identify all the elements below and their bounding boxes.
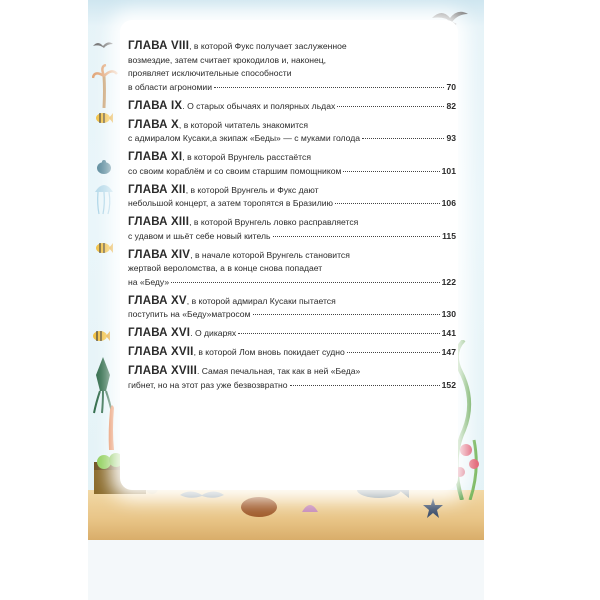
page-number: 101 — [441, 165, 456, 176]
toc-entry-line: в которой Лом вновь покидает судно — [198, 347, 345, 357]
toc-entry[interactable] — [128, 184, 456, 211]
toc-entry[interactable] — [128, 365, 456, 392]
jellyfish-icon — [93, 180, 115, 216]
toc-entry-text — [128, 165, 341, 179]
toc-entry[interactable] — [128, 151, 456, 178]
toc-entry-line: в которой Фукс получает заслуженное — [193, 41, 347, 51]
toc-entry-line: проявляет исключительные способности — [128, 68, 292, 78]
toc-entry[interactable] — [128, 346, 456, 360]
chapter-heading: ГЛАВА XVI — [128, 327, 191, 339]
dot-leader — [290, 385, 440, 386]
rock-icon — [240, 496, 278, 518]
heading-separator: , — [193, 347, 199, 357]
heading-separator: , — [190, 249, 195, 260]
heading-separator: , — [189, 217, 194, 227]
chapter-heading: ГЛАВА VIII — [128, 40, 190, 52]
toc-entry-line: небольшой концерт, а затем торопятся в Бразилию — [128, 198, 333, 208]
toc-entry[interactable] — [128, 119, 456, 146]
heading-separator: , — [189, 41, 194, 51]
chapter-heading: ГЛАВА XIV — [128, 248, 191, 261]
page-number: 93 — [446, 133, 456, 143]
toc-entry-text — [128, 346, 345, 360]
toc-entry-text — [128, 81, 212, 95]
table-of-contents — [128, 40, 456, 398]
page-number: 152 — [441, 379, 456, 390]
stingray-icon — [180, 488, 224, 502]
toc-entry-line: жертвой вероломства, а в конце снова попадает — [128, 263, 323, 273]
chapter-heading: ГЛАВА X — [128, 118, 179, 131]
toc-entry[interactable] — [128, 295, 456, 322]
toc-entry[interactable] — [128, 100, 456, 114]
chapter-heading: ГЛАВА XI — [128, 151, 183, 163]
dot-leader — [347, 352, 440, 353]
toc-entry[interactable] — [128, 249, 456, 290]
toc-entry-line: в начале которой Врунгель становится — [194, 249, 350, 260]
chapter-heading: ГЛАВА XII — [128, 183, 186, 196]
toc-entry-text — [128, 100, 335, 114]
page-bottom-margin — [88, 540, 484, 600]
toc-entry-line: в которой Врунгель расстаётся — [187, 152, 311, 162]
toc-entry-line: поступить на «Беду»матросом — [128, 309, 251, 319]
starfish-icon — [422, 498, 444, 518]
heading-separator: . — [190, 328, 195, 338]
chapter-heading: ГЛАВА XVIII — [128, 365, 197, 377]
heading-separator: , — [186, 295, 192, 306]
toc-entry-line: гибнет, но на этот раз уже безвозвратно — [128, 379, 288, 390]
toc-entry-line: в которой Врунгель и Фукс дают — [190, 184, 319, 195]
toc-entry-line: в которой адмирал Кусаки пытается — [191, 295, 336, 306]
toc-entry-text — [128, 308, 251, 322]
dot-leader — [337, 106, 444, 107]
toc-entry-line: О дикарях — [194, 328, 237, 338]
page-number: 106 — [441, 198, 456, 208]
page-number: 130 — [441, 309, 456, 319]
chapter-heading: ГЛАВА XIII — [128, 216, 190, 228]
shell-icon — [300, 498, 320, 514]
heading-separator: , — [182, 152, 188, 162]
toc-entry[interactable] — [128, 216, 456, 243]
dot-leader — [343, 171, 439, 172]
dot-leader — [253, 314, 440, 315]
toc-entry-text — [128, 132, 360, 146]
palm-icon — [92, 64, 118, 108]
turtle-icon — [95, 160, 113, 176]
page-number: 141 — [441, 328, 456, 338]
heading-separator: , — [185, 184, 191, 195]
dot-leader — [335, 203, 440, 204]
heading-separator: . — [182, 100, 188, 111]
toc-entry[interactable] — [128, 40, 456, 94]
chapter-heading: ГЛАВА XV — [128, 294, 187, 307]
dot-leader — [273, 236, 441, 237]
dot-leader — [238, 333, 439, 334]
heading-separator: , — [178, 119, 184, 130]
toc-entry-text — [128, 230, 271, 244]
toc-entry[interactable] — [128, 327, 456, 341]
seagull-small-icon — [92, 38, 114, 52]
toc-entry-line: с удавом и шьёт себе новый китель — [128, 230, 271, 241]
toc-entry-line: в области агрономии — [128, 81, 212, 92]
toc-entry-line: О старых обычаях и полярных льдах — [187, 100, 336, 111]
toc-entry-text — [128, 379, 288, 393]
page-number: 70 — [446, 81, 456, 92]
toc-entry-text — [128, 327, 236, 341]
fish-icon — [95, 242, 113, 254]
fish-icon — [95, 112, 113, 124]
toc-entry-line: Самая печальная, так как в ней «Беда» — [201, 366, 361, 376]
page-number: 82 — [446, 100, 456, 111]
dot-leader — [214, 87, 444, 88]
toc-entry-text — [128, 197, 333, 211]
dot-leader — [171, 282, 440, 283]
page-number: 115 — [442, 230, 456, 241]
dot-leader — [362, 138, 444, 139]
page-number: 147 — [441, 347, 456, 357]
page-number: 122 — [441, 276, 456, 287]
toc-entry-line: со своим кораблём и со своим старшим помощником — [128, 165, 342, 176]
chapter-heading: ГЛАВА XVII — [128, 346, 194, 358]
heading-separator: . — [196, 366, 202, 376]
toc-entry-line: в которой читатель знакомится — [183, 119, 308, 130]
toc-entry-text — [128, 276, 169, 290]
toc-entry-line: на «Беду» — [128, 276, 170, 287]
toc-entry-line: в которой Врунгель ловко расправляется — [193, 217, 359, 227]
fish-icon — [92, 330, 110, 342]
toc-entry-line: возмездие, затем считает крокодилов и, наконец, — [128, 54, 327, 65]
chapter-heading: ГЛАВА IX — [128, 99, 183, 112]
toc-entry-line: с адмиралом Кусаки,а экипаж «Беды» — с муками голода — [128, 133, 361, 143]
